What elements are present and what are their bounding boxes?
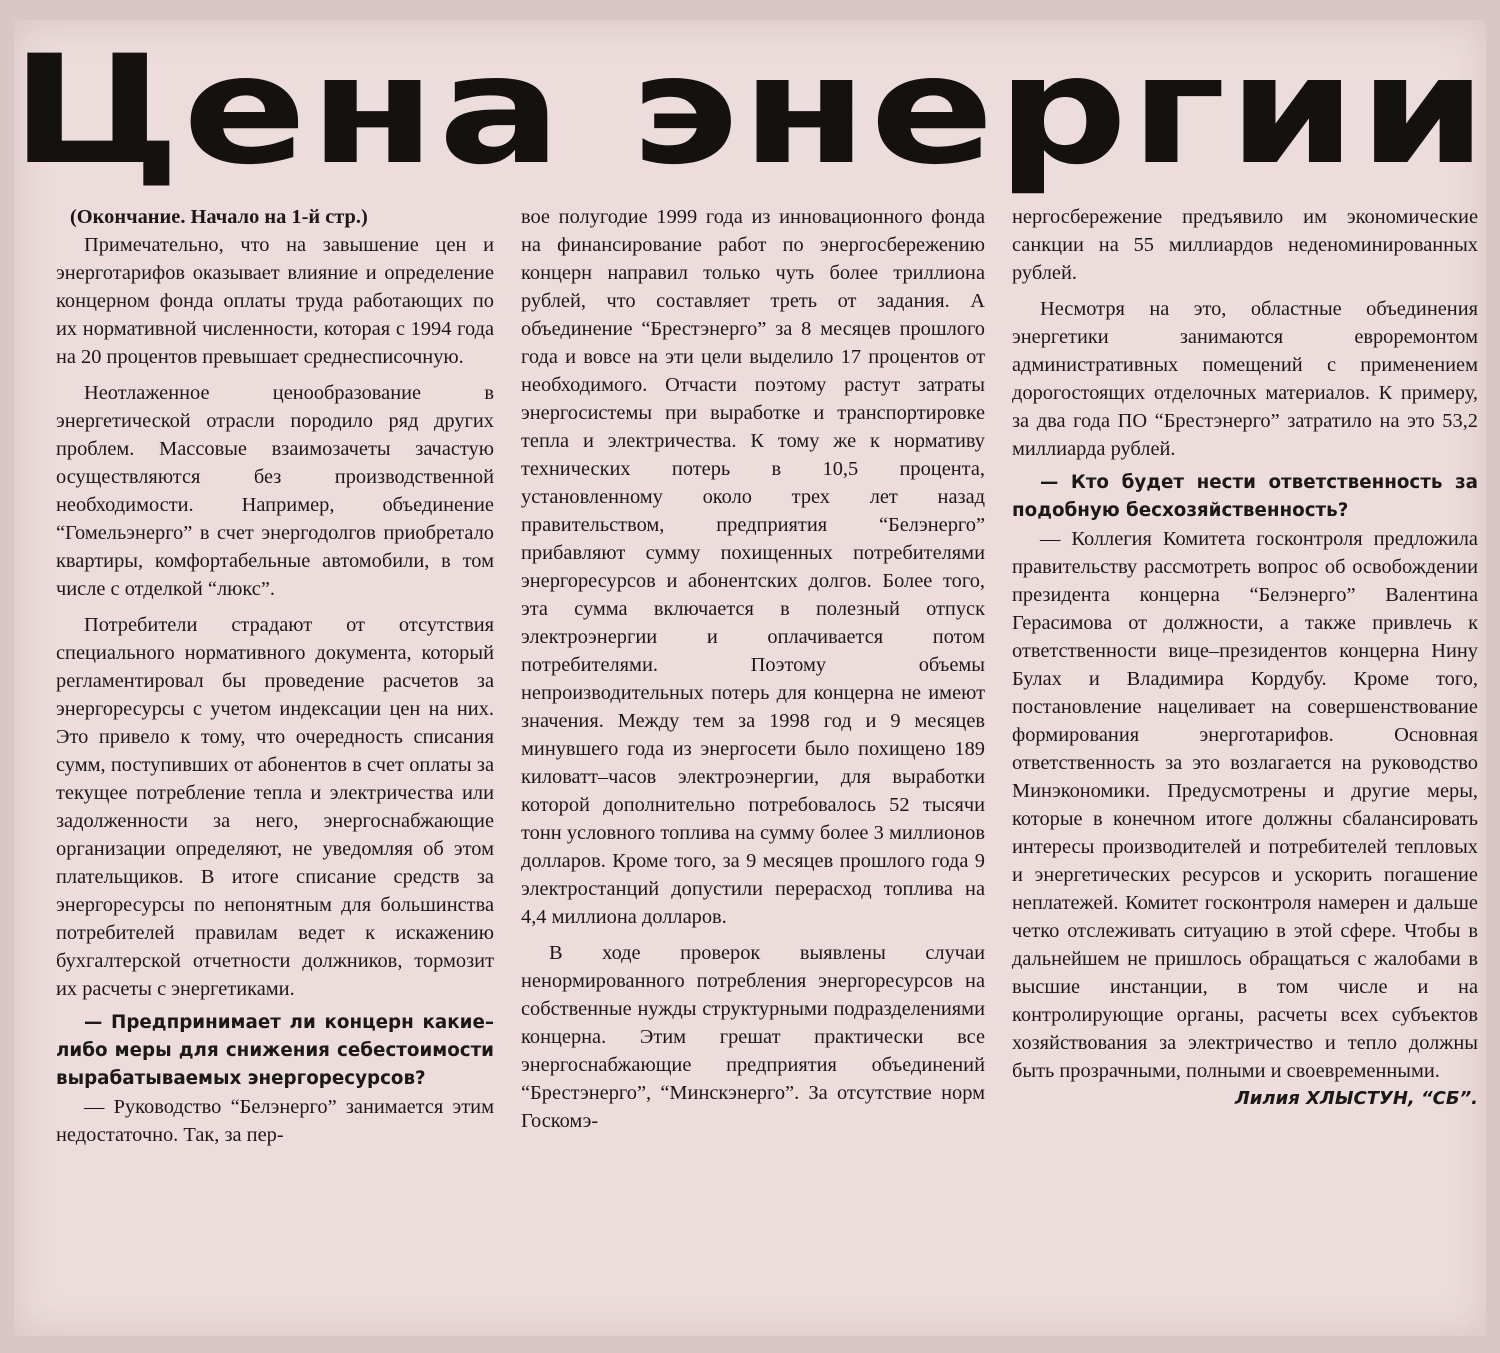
paragraph: вое полугодие 1999 года из инновационного фонда на финансирование работ по энергосбережению концерн направил только чуть более триллиона рублей, что составляет треть от задания. А объединение “Брестэнерго” за 8 месяцев прошлого года и вовсе на эти цели выделило 17 процентов от необходимого. Отчасти поэтому растут затраты энергосистемы при выработке и транспортировке тепла и электричества. К тому же к нормативу технических потерь в 10,5 процента, установленному около трех лет назад правительством, предприятия “Белэнерго” прибавляют сумму похищенных потребителями энергоресурсов и абонентских долгов. Более того, эта сумма включается в полезный отпуск электроэнергии и оплачивается потом потребителями. Поэтому объемы непроизводительных потерь для концерна не имеют значения. Между тем за 1998 год и 9 месяцев минувшего года из энергосети было похищено 189 киловатт–часов электроэнергии, для выработки которой дополнительно потребовалось 52 тысячи тонн условного топлива на сумму более 3 миллионов долларов. Кроме того, за 9 месяцев прошлого года 9 электростанций допустили перерасход топлива на 4,4 миллиона долларов.: [521, 206, 985, 928]
column-3: [1012, 203, 1478, 1113]
headline: Цена энергии: [10, 24, 1490, 198]
paragraph: — Коллегия Комитета госконтроля предложила правительству рассмотреть вопрос об освобождении президента концерна “Белэнерго” Валентина Герасимова от должности, а также привлечь к ответственности вице–президентов концерна Нину Булах и Владимира Кордубу. Кроме того, постановление нацеливает на совершенствование формирования энерготарифов. Основная ответственность за это возлагается на руководство Минэкономики. Предусмотрены и другие меры, которые в конечном итоге должны сбалансировать интересы производителей и потребителей тепловых и энергетических ресурсов и ускорить погашение неплатежей. Комитет госконтроля намерен и дальше четко отслеживать ситуацию в этой сфере. Чтобы в дальнейшем не пришлось обращаться с жалобами в высшие инстанции, в том числе и на контролирующие органы, расчеты всех субъектов хозяйствования за электричество и тепло должны быть прозрачными, полными и своевременными.: [1012, 528, 1478, 1082]
interview-question: — Кто будет нести ответственность за подобную бесхозяйственность?: [1012, 472, 1478, 521]
interview-question: — Предпринимает ли концерн какие–либо меры для снижения себестоимости вырабатываемых энергоресурсов?: [56, 1012, 494, 1089]
paragraph: нергосбережение предъявило им экономические санкции на 55 миллиардов неденоминированных рублей.: [1012, 206, 1478, 284]
paragraph: Примечательно, что на завышение цен и энерготарифов оказывает влияние и определение концерном фонда оплаты труда работающих по их нормативной численности, которая с 1994 года на 20 процентов превышает среднесписочную.: [56, 234, 494, 368]
column-2: [521, 203, 985, 1135]
paragraph: В ходе проверок выявлены случаи ненормированного потребления энергоресурсов на собственные нужды структурными подразделениями концерна. Этим грешат практически все энергоснабжающие предприятия объединений “Брестэнерго”, “Минскэнерго”. За отсутствие норм Госкомэ-: [521, 942, 985, 1132]
newspaper-clipping: [10, 20, 1490, 1336]
paragraph: Несмотря на это, областные объединения энергетики занимаются евроремонтом административных помещений с применением дорогостоящих отделочных материалов. К примеру, за два года ПО “Брестэнерго” затратило на это 53,2 миллиарда рублей.: [1012, 298, 1478, 460]
column-1: [56, 203, 494, 1149]
paragraph: Потребители страдают от отсутствия специального нормативного документа, который регламентировал бы проведение расчетов за энергоресурсы с учетом индексации цен на них. Это привело к тому, что очередность списания сумм, поступивших от абонентов в счет оплаты за текущее потребление тепла и электричества или задолженности за него, энергоснабжающие организации определяют, не уведомляя об этом плательщиков. В итоге списание средств за энергоресурсы по непонятным для большинства потребителей правилам ведет к искажению бухгалтерской отчетности должников, тормозит их расчеты с энергетиками.: [56, 614, 494, 1000]
continuation-note: (Окончание. Начало на 1-й стр.): [70, 206, 368, 228]
author-signature: Лилия ХЛЫСТУН, “СБ”.: [1234, 1088, 1478, 1109]
paragraph: Неотлаженное ценообразование в энергетической отрасли породило ряд других проблем. Массовые взаимозачеты зачастую осуществляются без производственной необходимости. Например, объединение “Гомельэнерго” в счет энергодолгов приобретало квартиры, комфортабельные автомобили, в том числе с отделкой “люкс”.: [56, 382, 494, 600]
paragraph: — Руководство “Белэнерго” занимается этим недостаточно. Так, за пер-: [56, 1096, 494, 1146]
